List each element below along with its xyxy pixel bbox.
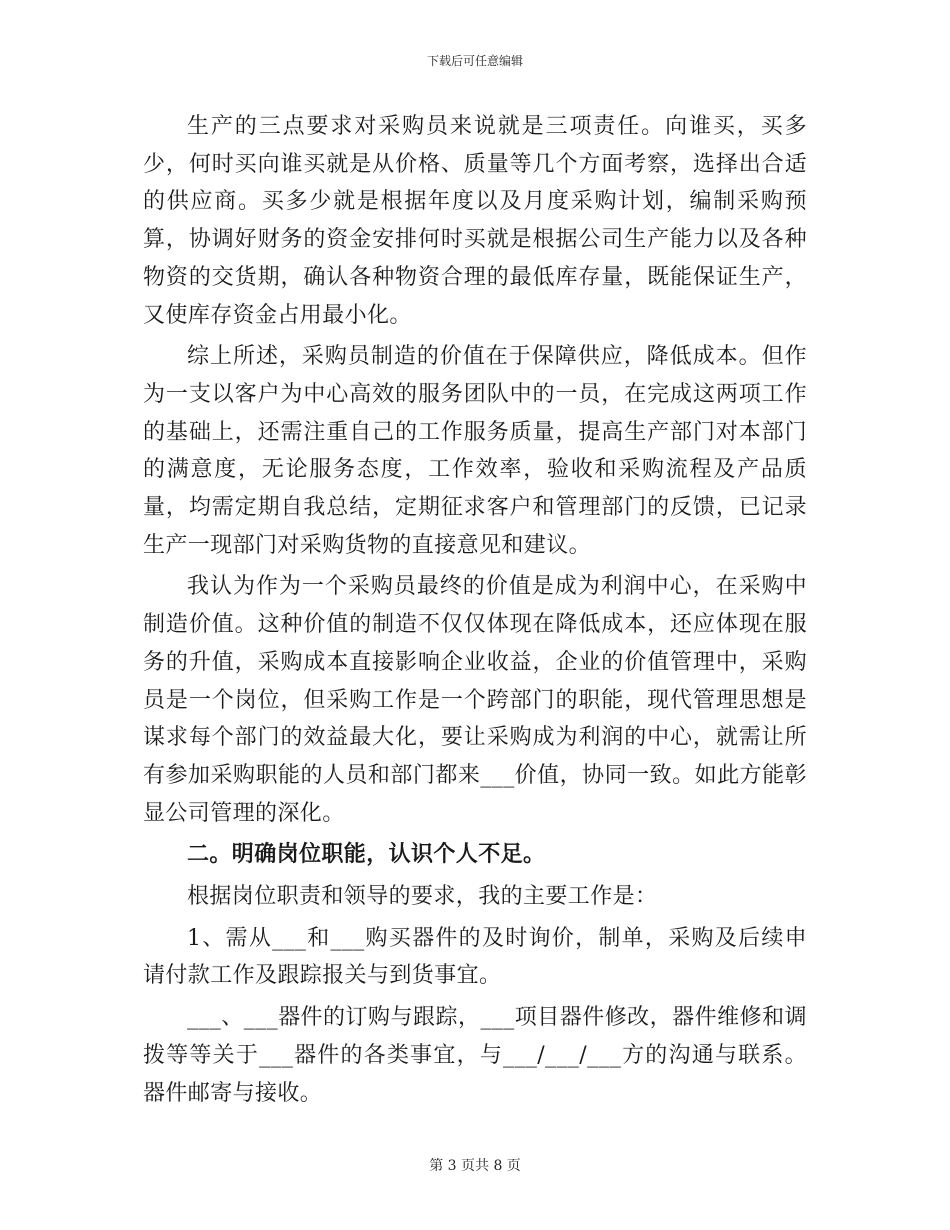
document-body [143, 108, 807, 1116]
list-item-duty-2: ___、___器件的订购与跟踪，___项目器件修改，器件维修和调拨等等关于___器件的各类事宜，与___/___/___方的沟通与联系。器件邮寄与接收。 [143, 1005, 807, 1106]
list-item-duty-1: 1、需从___和___购买器件的及时询价，制单，采购及后续申请付款工作及跟踪报关与到货事宜。 [143, 925, 807, 989]
paragraph-main-duties-intro: 根据岗位职责和领导的要求，我的主要工作是： [187, 884, 658, 910]
page-footer: 第 3 页共 8 页 [429, 1158, 521, 1174]
page-header: 下载后可任意编辑 [426, 54, 523, 68]
paragraph-summary-value: 综上所述，采购员制造的价值在于保障供应，降低成本。但作为一支以客户为中心高效的服务团队中的一员，在完成这两项工作的基础上，还需注重自己的工作服务质量，提高生产部门对本部门的满意度，无论服务态度，工作效率，验收和采购流程及产品质量，均需定期自我总结，定期征求客户和管理部门的反馈，已记录生产一现部门对采购货物的直接意见和建议。 [143, 344, 807, 558]
paragraph-purchasing-responsibilities: 生产的三点要求对采购员来说就是三项责任。向谁买，买多少，何时买向谁买就是从价格、质量等几个方面考察，选择出合适的供应商。买多少就是根据年度以及月度采购计划，编制采购预算，协调好财务的资金安排何时买就是根据公司生产能力以及各种物资的交货期，确认各种物资合理的最低库存量，既能保证生产，又使库存资金占用最小化。 [143, 114, 807, 328]
section-heading: 二。明确岗位职能，认识个人不足。 [187, 841, 546, 868]
paragraph-profit-center: 我认为作为一个采购员最终的价值是成为利润中心，在采购中制造价值。这种价值的制造不仅仅体现在降低成本，还应体现在服务的升值，采购成本直接影响企业收益，企业的价值管理中，采购员是一个岗位，但采购工作是一个跨部门的职能，现代管理思想是谋求每个部门的效益最大化，要让采购成为利润的中心，就需让所有参加采购职能的人员和部门都来___价值，协同一致。如此方能彰显公司管理的深化。 [143, 574, 807, 826]
